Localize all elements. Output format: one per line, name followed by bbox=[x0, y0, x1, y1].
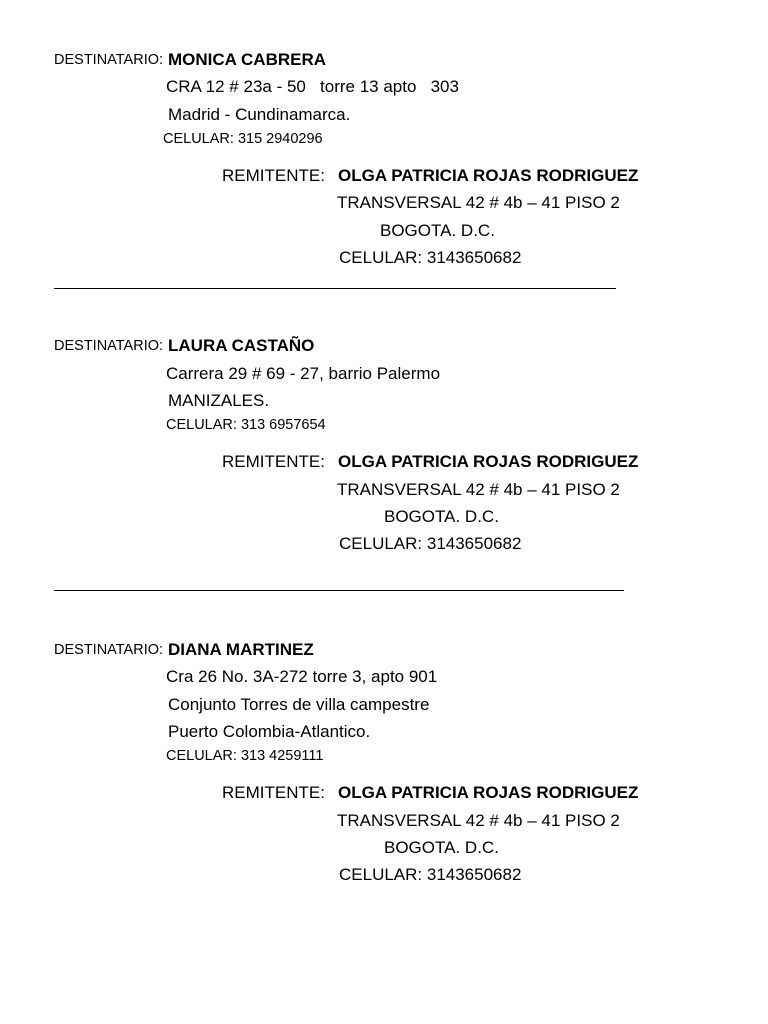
sender-address: TRANSVERSAL 42 # 4b – 41 PISO 2 bbox=[337, 193, 620, 212]
recipient-address-line: Cra 26 No. 3A-272 torre 3, apto 901 bbox=[166, 667, 438, 686]
sender-name: OLGA PATRICIA ROJAS RODRIGUEZ bbox=[338, 783, 639, 802]
recipient-name: DIANA MARTINEZ bbox=[168, 640, 314, 659]
sender-city: BOGOTA. D.C. bbox=[384, 507, 499, 526]
sender-celular: CELULAR: 3143650682 bbox=[339, 534, 522, 553]
sender-city: BOGOTA. D.C. bbox=[384, 838, 499, 857]
remitente-label: REMITENTE: bbox=[222, 452, 325, 471]
sender-address: TRANSVERSAL 42 # 4b – 41 PISO 2 bbox=[337, 480, 620, 499]
destinatario-label: DESTINATARIO: bbox=[54, 642, 164, 658]
remitente-label: REMITENTE: bbox=[222, 166, 325, 185]
sender-address: TRANSVERSAL 42 # 4b – 41 PISO 2 bbox=[337, 811, 620, 830]
sender-name: OLGA PATRICIA ROJAS RODRIGUEZ bbox=[338, 166, 639, 185]
recipient-celular: CELULAR: 313 4259111 bbox=[166, 748, 324, 764]
remitente-label: REMITENTE: bbox=[222, 783, 325, 802]
recipient-address-line: Madrid - Cundinamarca. bbox=[168, 105, 351, 124]
recipient-address-line: Carrera 29 # 69 - 27, barrio Palermo bbox=[166, 364, 441, 383]
sender-city: BOGOTA. D.C. bbox=[380, 221, 495, 240]
recipient-address-line: Conjunto Torres de villa campestre bbox=[168, 695, 430, 714]
sender-celular: CELULAR: 3143650682 bbox=[339, 865, 522, 884]
recipient-address-line: MANIZALES. bbox=[168, 391, 270, 410]
destinatario-label: DESTINATARIO: bbox=[54, 338, 164, 354]
recipient-celular: CELULAR: 313 6957654 bbox=[166, 417, 326, 433]
separator-line bbox=[54, 590, 624, 591]
destinatario-label: DESTINATARIO: bbox=[54, 52, 164, 68]
recipient-celular: CELULAR: 315 2940296 bbox=[163, 131, 323, 147]
separator-line bbox=[54, 288, 616, 289]
recipient-name: LAURA CASTAÑO bbox=[168, 336, 315, 355]
recipient-name: MONICA CABRERA bbox=[168, 50, 327, 69]
sender-celular: CELULAR: 3143650682 bbox=[339, 248, 522, 267]
recipient-address-line: Puerto Colombia-Atlantico. bbox=[168, 722, 371, 741]
recipient-address-line: CRA 12 # 23a - 50 torre 13 apto 303 bbox=[166, 77, 459, 96]
sender-name: OLGA PATRICIA ROJAS RODRIGUEZ bbox=[338, 452, 639, 471]
